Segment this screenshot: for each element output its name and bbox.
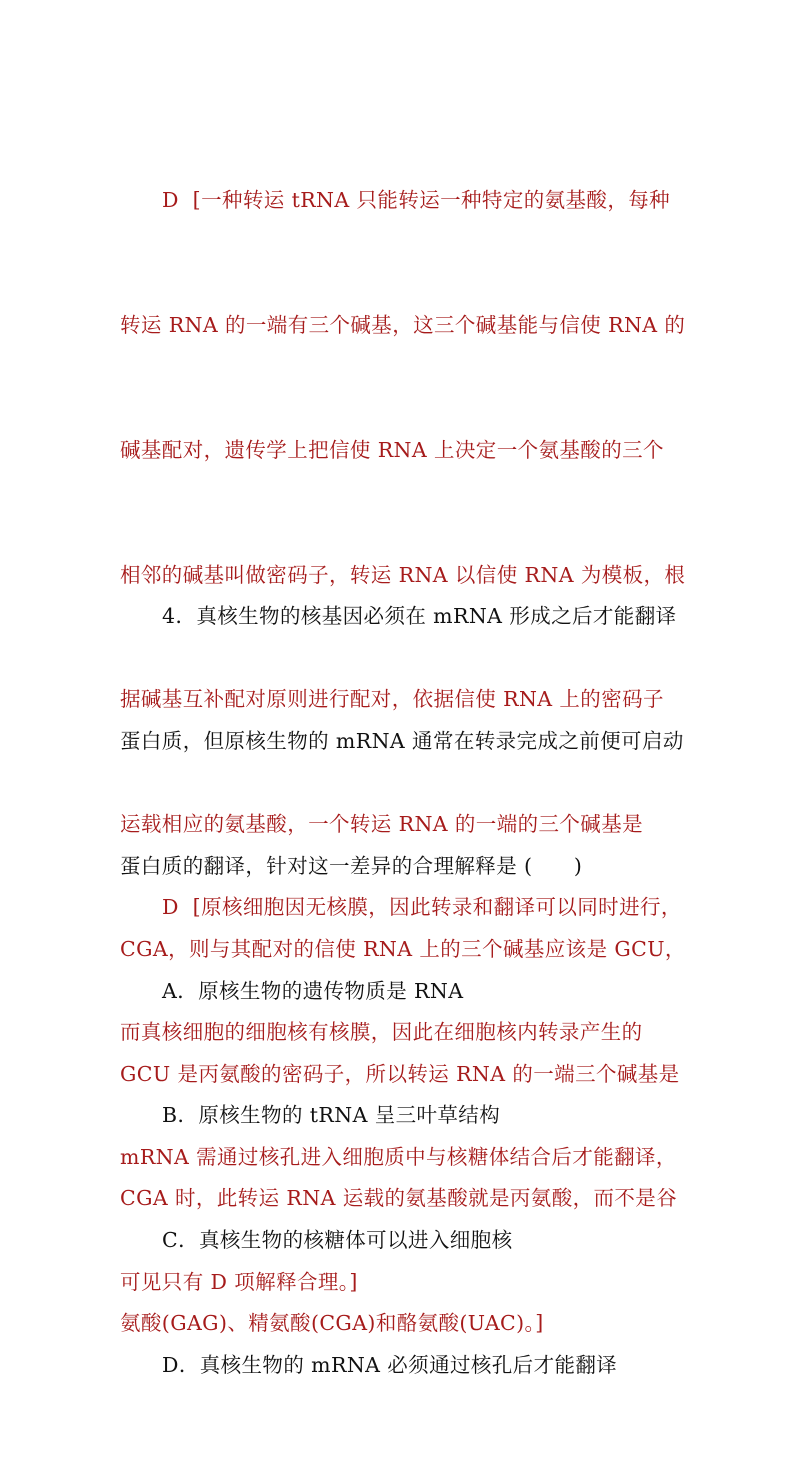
answer-3-line: 运载相应的氨基酸，一个转运 RNA 的一端的三个碱基是 [120, 812, 644, 837]
option-d: D．真核生物的 mRNA 必须通过核孔后才能翻译 [162, 1352, 618, 1377]
answer-3-line: D [一种转运 tRNA 只能转运一种特定的氨基酸，每种 [162, 188, 671, 213]
answer-3-line: GCU 是丙氨酸的密码子，所以转运 RNA 的一端三个碱基是 [120, 1061, 680, 1086]
answer-4-line: D [原核细胞因无核膜，因此转录和翻译可以同时进行， [162, 895, 682, 920]
answer-3-line: 相邻的碱基叫做密码子，转运 RNA 以信使 RNA 为模板，根 [120, 562, 686, 587]
answer-4-line: 可见只有 D 项解释合理。] [120, 1269, 358, 1294]
question-4-stem-line: 蛋白质，但原核生物的 mRNA 通常在转录完成之前便可启动 [120, 728, 684, 753]
option-b: B．原核生物的 tRNA 呈三叶草结构 [162, 1103, 501, 1128]
answer-3-line: 转运 RNA 的一端有三个碱基，这三个碱基能与信使 RNA 的 [120, 312, 686, 337]
option-a: A．原核生物的遗传物质是 RNA [162, 978, 464, 1003]
question-4-stem-line: 4．真核生物的核基因必须在 mRNA 形成之后才能翻译 [162, 604, 677, 629]
answer-4-line: 而真核细胞的细胞核有核膜，因此在细胞核内转录产生的 [120, 1019, 643, 1044]
answer-4-explanation [120, 804, 686, 1386]
option-c: C．真核生物的核糖体可以进入细胞核 [162, 1228, 513, 1253]
answer-3-line: CGA 时，此转运 RNA 运载的氨基酸就是丙氨酸，而不是谷 [120, 1186, 678, 1211]
answer-3-line: 氨酸(GAG)、精氨酸(CGA)和酪氨酸(UAC)。] [120, 1311, 544, 1336]
answer-3-line: 碱基配对，遗传学上把信使 RNA 上决定一个氨基酸的三个 [120, 437, 664, 462]
question-4-stem-line: 蛋白质的翻译，针对这一差异的合理解释是 ( ) [120, 853, 583, 878]
answer-3-line: 据碱基互补配对原则进行配对，依据信使 RNA 上的密码子 [120, 687, 664, 712]
answer-4-line: mRNA 需通过核孔进入细胞质中与核糖体结合后才能翻译， [120, 1144, 677, 1169]
answer-3-line: CGA，则与其配对的信使 RNA 上的三个碱基应该是 GCU， [120, 936, 686, 961]
